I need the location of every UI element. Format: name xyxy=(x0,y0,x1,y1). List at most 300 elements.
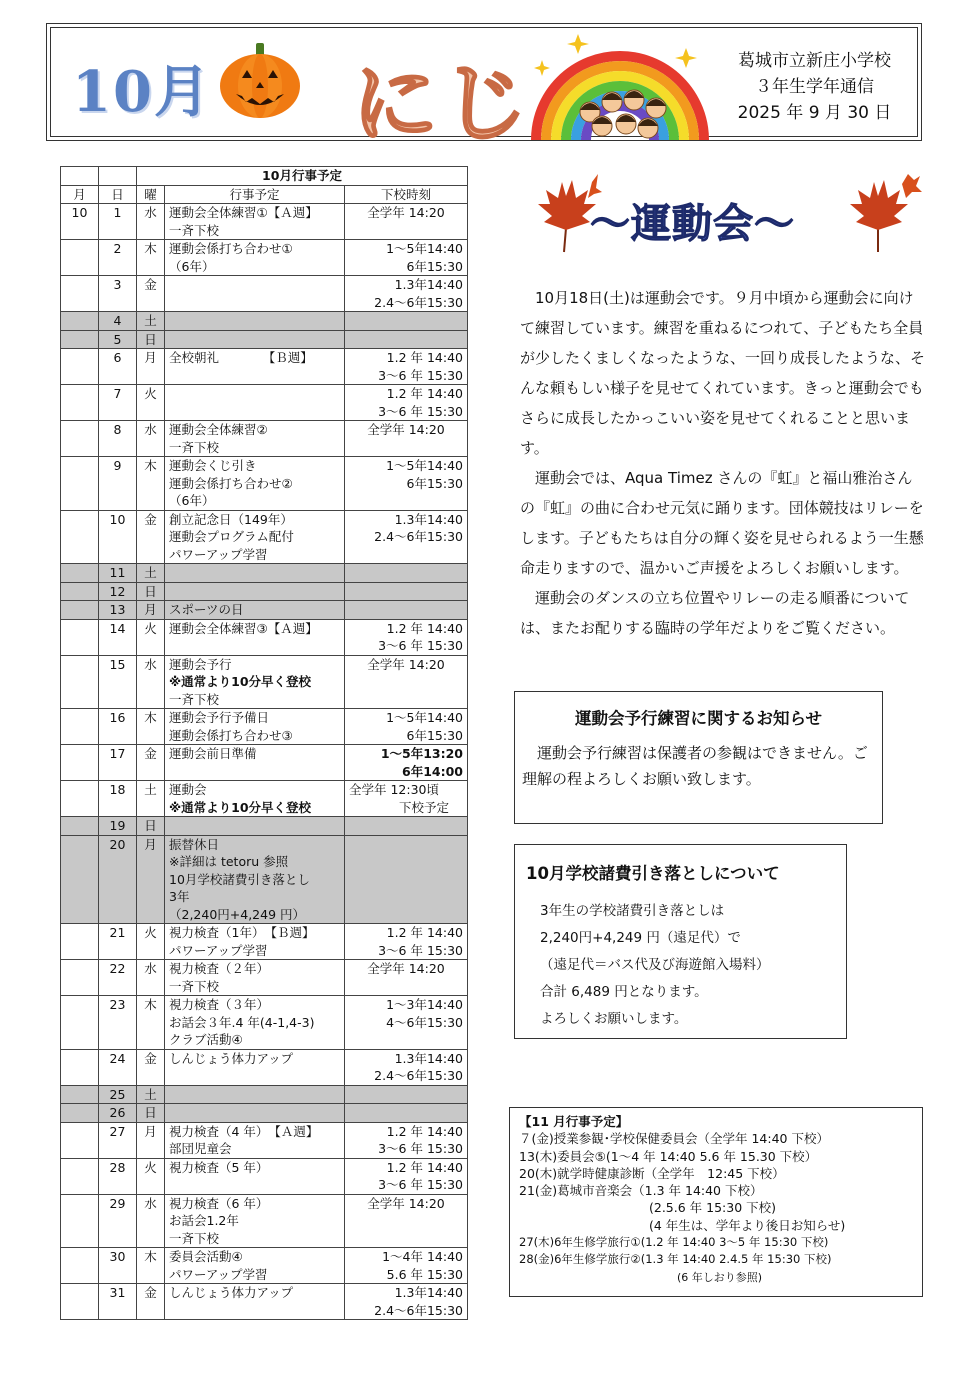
dismissal-time-cell xyxy=(345,312,468,331)
day-cell: 30 xyxy=(99,1248,137,1284)
dismissal-time: 1.3年14:40 xyxy=(394,1050,463,1066)
column-header: 曜 xyxy=(137,185,165,204)
event-cell xyxy=(165,312,345,331)
event-line: 視力検査（4 年） 【Ａ週】 xyxy=(169,1123,319,1139)
event-line: 運動会予行予備日 xyxy=(169,710,270,725)
schedule-row xyxy=(61,745,468,781)
november-item: 21(金)葛城市音楽会（1.3 年 14:40 下校） xyxy=(519,1183,763,1199)
event-line: （6年） xyxy=(169,258,215,274)
day-cell: 18 xyxy=(99,781,137,817)
day-cell: 2 xyxy=(99,240,137,276)
event-line: 委員会活動④ xyxy=(169,1249,243,1264)
event-cell xyxy=(165,1248,345,1284)
dismissal-time: 全学年 14:20 xyxy=(367,1195,445,1211)
month-cell xyxy=(61,1085,99,1104)
dismissal-time-cell xyxy=(345,385,468,421)
november-item: 27(木)6年生修学旅行①(1.2 年 14:40 3〜5 年 15:30 下校) xyxy=(519,1235,829,1250)
event-cell xyxy=(165,330,345,349)
article-paragraph: 10月18日(土)は運動会です。９月中頃から運動会に向けて練習しています。練習を重ねるにつれて、子どもたち全員が少したくましくなったような、一回り成長したような、そんな頼もしい様子を見せてくれています。きっと運動会でもさらに成長したかっこいい姿を見せてくれることと思います。 xyxy=(520,289,926,457)
dismissal-time xyxy=(349,583,463,601)
dismissal-time: 2.4〜6年15:30 xyxy=(374,1068,463,1083)
event-cell xyxy=(165,781,345,817)
month-cell xyxy=(61,835,99,924)
month-cell xyxy=(61,709,99,745)
schedule-row xyxy=(61,582,468,601)
table-corner xyxy=(99,167,137,186)
month-cell xyxy=(61,349,99,385)
event-line xyxy=(169,583,340,601)
event-line: 視力検査（5 年） xyxy=(169,1159,269,1175)
dismissal-time: 全学年 14:20 xyxy=(367,422,445,437)
november-subitem: (2.5.6 年 15:30 下校) xyxy=(649,1200,777,1216)
newsletter-title: にじ xyxy=(352,54,532,154)
dismissal-time-cell xyxy=(345,204,468,240)
dismissal-time: 3〜6 年 15:30 xyxy=(378,1141,463,1156)
dismissal-time: 1〜5年13:20 xyxy=(380,746,463,761)
day-cell: 20 xyxy=(99,835,137,924)
november-title: 【11 月行事予定】 xyxy=(519,1114,629,1129)
dismissal-time-cell xyxy=(345,924,468,960)
weekday-cell: 水 xyxy=(137,655,165,709)
event-line xyxy=(169,312,340,330)
event-line: 運動会プログラム配付 xyxy=(169,529,294,544)
dismissal-time-cell xyxy=(345,457,468,511)
weekday-cell: 月 xyxy=(137,349,165,385)
weekday-cell: 土 xyxy=(137,781,165,817)
schedule-row xyxy=(61,1248,468,1284)
day-cell: 25 xyxy=(99,1085,137,1104)
dismissal-time xyxy=(349,601,463,619)
event-line: 運動会係打ち合わせ① xyxy=(169,241,293,256)
dismissal-time: 2.4〜6年15:30 xyxy=(374,294,463,310)
event-line: 運動会くじ引き xyxy=(169,458,257,473)
schedule-row xyxy=(61,564,468,583)
event-line-spacer xyxy=(169,763,340,781)
schedule-row xyxy=(61,276,468,312)
month-cell xyxy=(61,1194,99,1248)
month-cell xyxy=(61,510,99,564)
fees-line: （遠足代＝バス代及び海遊館入場料） xyxy=(540,957,770,973)
event-cell xyxy=(165,709,345,745)
event-line: スポーツの日 xyxy=(169,602,244,617)
event-cell xyxy=(165,1104,345,1123)
month-cell xyxy=(61,385,99,421)
dismissal-time: 1.3年14:40 xyxy=(394,1285,463,1300)
month-cell xyxy=(61,1248,99,1284)
dismissal-time-cell xyxy=(345,240,468,276)
weekday-cell: 日 xyxy=(137,1104,165,1123)
weekday-cell: 月 xyxy=(137,601,165,620)
rainbow-children-image xyxy=(530,30,710,142)
weekday-cell: 水 xyxy=(137,421,165,457)
month-cell xyxy=(61,1122,99,1158)
month-cell xyxy=(61,1104,99,1123)
weekday-cell: 木 xyxy=(137,996,165,1050)
november-schedule-list xyxy=(519,1113,919,1286)
schedule-row xyxy=(61,421,468,457)
dismissal-time-cell xyxy=(345,835,468,924)
weekday-cell: 金 xyxy=(137,276,165,312)
event-line-spacer xyxy=(169,1067,340,1085)
month-cell xyxy=(61,655,99,709)
dismissal-time-cell xyxy=(345,1194,468,1248)
rehearsal-notice-body: 運動会予行練習は保護者の参観はできません。ご理解の程よろしくお願い致します。 xyxy=(522,744,868,788)
weekday-cell: 水 xyxy=(137,960,165,996)
weekday-cell: 火 xyxy=(137,924,165,960)
event-line: 運動会前日準備 xyxy=(169,746,257,761)
event-cell xyxy=(165,960,345,996)
dismissal-time xyxy=(349,836,463,854)
fees-line: 2,240円+4,249 円（遠足代）で xyxy=(540,930,741,946)
dismissal-time: 1.2 年 14:40 xyxy=(386,620,463,636)
column-header: 下校時刻 xyxy=(345,185,468,204)
day-cell: 6 xyxy=(99,349,137,385)
event-cell xyxy=(165,1122,345,1158)
day-cell: 14 xyxy=(99,619,137,655)
schedule-row xyxy=(61,330,468,349)
event-line xyxy=(169,1104,340,1122)
event-line xyxy=(169,385,340,403)
dismissal-time-cell xyxy=(345,564,468,583)
event-cell xyxy=(165,582,345,601)
weekday-cell: 水 xyxy=(137,1194,165,1248)
weekday-cell: 金 xyxy=(137,1284,165,1320)
article-paragraph: 運動会では、Aqua Timez さんの『虹』と福山雅治さんの『虹』の曲に合わせ元気に踊ります。団体競技はリレーをします。子どもたちは自分の輝く姿を見せられるよう一生懸命走りますので、温かいご声援をよろしくお願いします。 xyxy=(520,469,924,577)
november-subitem: (4 年生は、学年より後日お知らせ) xyxy=(649,1217,846,1233)
weekday-cell: 日 xyxy=(137,582,165,601)
dismissal-time: 全学年 14:20 xyxy=(367,205,445,220)
weekday-cell: 土 xyxy=(137,1085,165,1104)
event-line: ※通常より10分早く登校 xyxy=(169,674,312,689)
dismissal-time: 6年15:30 xyxy=(406,258,463,274)
november-item: 28(金)6年生修学旅行②(1.3 年 14:40 2.4.5 年 15:30 下校) xyxy=(519,1252,832,1267)
schedule-row xyxy=(61,835,468,924)
dismissal-time xyxy=(349,1086,463,1104)
dismissal-time: 3〜6 年 15:30 xyxy=(378,942,463,958)
weekday-cell: 木 xyxy=(137,457,165,511)
month-cell xyxy=(61,564,99,583)
event-line-spacer xyxy=(169,1302,340,1320)
day-cell: 24 xyxy=(99,1049,137,1085)
weekday-cell: 火 xyxy=(137,385,165,421)
dismissal-time: 全学年 12:30頃 xyxy=(349,782,439,797)
weekday-cell: 土 xyxy=(137,564,165,583)
schedule-row xyxy=(61,924,468,960)
dismissal-time: 全学年 14:20 xyxy=(367,961,445,976)
event-cell xyxy=(165,817,345,836)
dismissal-time: 1.2 年 14:40 xyxy=(386,386,463,401)
dismissal-time: 3〜6 年 15:30 xyxy=(378,638,463,653)
month-cell xyxy=(61,582,99,601)
event-cell xyxy=(165,601,345,620)
month-cell xyxy=(61,1284,99,1320)
dismissal-time xyxy=(349,331,463,349)
fees-notice-title: 10月学校諸費引き落としについて xyxy=(526,864,780,883)
dismissal-time-cell xyxy=(345,1104,468,1123)
schedule-row xyxy=(61,385,468,421)
fees-line: よろしくお願いします。 xyxy=(540,1011,688,1027)
dismissal-time: 1〜4年 14:40 xyxy=(382,1249,463,1264)
dismissal-time: 1.3年14:40 xyxy=(394,277,463,292)
event-line: 部団児童会 xyxy=(169,1141,232,1156)
day-cell: 5 xyxy=(99,330,137,349)
day-cell: 15 xyxy=(99,655,137,709)
dismissal-time-cell xyxy=(345,601,468,620)
dismissal-time: 1.2 年 14:40 xyxy=(386,1123,463,1139)
month-cell xyxy=(61,601,99,620)
dismissal-time-cell xyxy=(345,582,468,601)
dismissal-time: 3〜6 年 15:30 xyxy=(378,403,463,419)
dismissal-time: 6年15:30 xyxy=(406,475,463,491)
event-line: 運動会全体練習③【Ａ週】 xyxy=(169,620,318,636)
schedule-row xyxy=(61,960,468,996)
event-cell xyxy=(165,924,345,960)
weekday-cell: 土 xyxy=(137,312,165,331)
dismissal-time-cell xyxy=(345,1248,468,1284)
dismissal-time: 3〜6 年 15:30 xyxy=(378,1177,463,1192)
schedule-row xyxy=(61,312,468,331)
event-line: 運動会係打ち合わせ② xyxy=(169,475,293,491)
event-cell xyxy=(165,349,345,385)
rehearsal-notice-title: 運動会予行練習に関するお知らせ xyxy=(574,709,822,728)
schedule-row xyxy=(61,781,468,817)
event-line: 全校朝礼 【Ｂ週】 xyxy=(169,350,313,365)
dismissal-time-cell xyxy=(345,1122,468,1158)
event-cell xyxy=(165,1085,345,1104)
dismissal-time-cell xyxy=(345,817,468,836)
schedule-title: 10月行事予定 xyxy=(137,167,468,186)
dismissal-time: 6年14:00 xyxy=(402,763,463,779)
event-cell xyxy=(165,457,345,511)
day-cell: 17 xyxy=(99,745,137,781)
day-cell: 4 xyxy=(99,312,137,331)
schedule-row xyxy=(61,1104,468,1123)
event-line: お話会３年.4 年(4-1,4-3) xyxy=(169,1014,315,1030)
event-line: 運動会全体練習② xyxy=(169,422,268,437)
schedule-row xyxy=(61,709,468,745)
table-corner xyxy=(61,167,99,186)
month-cell: 10 xyxy=(61,204,99,240)
weekday-cell: 火 xyxy=(137,619,165,655)
month-cell xyxy=(61,924,99,960)
event-line: 視力検査（6 年） xyxy=(169,1195,269,1211)
day-cell: 29 xyxy=(99,1194,137,1248)
event-line: 運動会係打ち合わせ③ xyxy=(169,727,293,743)
event-line xyxy=(169,817,340,835)
day-cell: 13 xyxy=(99,601,137,620)
month-cell xyxy=(61,276,99,312)
dismissal-time xyxy=(349,1104,463,1122)
dismissal-time: 1〜5年14:40 xyxy=(386,710,463,725)
schedule-row xyxy=(61,510,468,564)
event-line: 一斉下校 xyxy=(169,978,220,994)
day-cell: 3 xyxy=(99,276,137,312)
dismissal-time: 2.4〜6年15:30 xyxy=(374,1302,463,1318)
month-cell xyxy=(61,421,99,457)
schedule-row xyxy=(61,1122,468,1158)
event-line xyxy=(169,564,340,582)
schedule-row xyxy=(61,1284,468,1320)
dismissal-time: 1.3年14:40 xyxy=(394,511,463,527)
month-cell xyxy=(61,1049,99,1085)
event-line: 運動会 xyxy=(169,782,207,797)
day-cell: 21 xyxy=(99,924,137,960)
fees-line: 合計 6,489 円となります。 xyxy=(540,984,708,1000)
weekday-cell: 水 xyxy=(137,204,165,240)
column-header: 行事予定 xyxy=(165,185,345,204)
article-paragraph: 運動会のダンスの立ち位置やリレーの走る順番については、またお配りする臨時の学年だよりをご覧ください。 xyxy=(520,589,910,637)
event-line: クラブ活動④ xyxy=(169,1032,243,1047)
schedule-row xyxy=(61,240,468,276)
dismissal-time: 1.2 年 14:40 xyxy=(386,350,463,365)
schedule-row xyxy=(61,204,468,240)
weekday-cell: 木 xyxy=(137,1248,165,1284)
school-info xyxy=(722,48,907,126)
event-cell xyxy=(165,1284,345,1320)
day-cell: 31 xyxy=(99,1284,137,1320)
event-line xyxy=(169,276,340,294)
november-subitem: (6 年しおり参照) xyxy=(677,1270,763,1284)
dismissal-time: 1〜5年14:40 xyxy=(386,241,463,256)
event-cell xyxy=(165,996,345,1050)
dismissal-time: 4〜6年15:30 xyxy=(386,1014,463,1030)
event-line: パワーアップ学習 xyxy=(169,1266,268,1282)
event-cell xyxy=(165,619,345,655)
weekday-cell: 木 xyxy=(137,240,165,276)
event-line: 振替休日 xyxy=(169,836,220,852)
month-cell xyxy=(61,330,99,349)
weekday-cell: 金 xyxy=(137,745,165,781)
october-schedule-table xyxy=(60,166,468,1320)
event-line: 視力検査（３年） xyxy=(169,997,270,1012)
november-item: ７(金)授業参観･学校保健委員会（全学年 14:40 下校） xyxy=(519,1131,829,1147)
event-cell xyxy=(165,276,345,312)
schedule-row xyxy=(61,1194,468,1248)
day-cell: 27 xyxy=(99,1122,137,1158)
dismissal-time: 下校予定 xyxy=(398,799,449,815)
grade-newsletter-label: ３年生学年通信 xyxy=(755,77,874,97)
event-line: 創立記念日（149年） xyxy=(169,511,293,527)
month-cell xyxy=(61,781,99,817)
event-cell xyxy=(165,564,345,583)
month-cell xyxy=(61,960,99,996)
schedule-row xyxy=(61,457,468,511)
schedule-row xyxy=(61,1049,468,1085)
day-cell: 19 xyxy=(99,817,137,836)
event-line: 一斉下校 xyxy=(169,439,220,455)
dismissal-time xyxy=(349,564,463,582)
dismissal-time: 3〜6 年 15:30 xyxy=(378,367,463,383)
dismissal-time-cell xyxy=(345,996,468,1050)
event-line xyxy=(169,1086,340,1104)
event-line-spacer xyxy=(169,294,340,312)
fees-notice-body xyxy=(540,898,840,1033)
event-line: パワーアップ学習 xyxy=(169,546,268,562)
event-cell xyxy=(165,745,345,781)
dismissal-time: 1.2 年 14:40 xyxy=(386,925,463,940)
day-cell: 9 xyxy=(99,457,137,511)
month-title: 10月 xyxy=(72,59,212,125)
schedule-row xyxy=(61,1085,468,1104)
dismissal-time-cell xyxy=(345,276,468,312)
dismissal-time-cell xyxy=(345,960,468,996)
schedule-row xyxy=(61,996,468,1050)
schedule-row xyxy=(61,601,468,620)
event-cell xyxy=(165,1158,345,1194)
dismissal-time: 1〜5年14:40 xyxy=(386,458,463,473)
day-cell: 7 xyxy=(99,385,137,421)
day-cell: 23 xyxy=(99,996,137,1050)
event-line: パワーアップ学習 xyxy=(169,942,268,958)
weekday-cell: 金 xyxy=(137,1049,165,1085)
event-line: しんじょう体力アップ xyxy=(169,1050,294,1066)
day-cell: 12 xyxy=(99,582,137,601)
dismissal-time-cell xyxy=(345,1049,468,1085)
schedule-row xyxy=(61,817,468,836)
event-cell xyxy=(165,835,345,924)
event-line: 一斉下校 xyxy=(169,691,220,707)
event-cell xyxy=(165,510,345,564)
november-item: 20(木)就学時健康診断（全学年 12:45 下校） xyxy=(519,1165,785,1181)
pumpkin-icon xyxy=(218,40,304,120)
month-cell xyxy=(61,312,99,331)
event-line: 視力検査（1年） 【Ｂ週】 xyxy=(169,925,315,940)
event-line: （6年） xyxy=(169,493,215,508)
day-cell: 22 xyxy=(99,960,137,996)
event-line xyxy=(169,331,340,349)
weekday-cell: 月 xyxy=(137,1122,165,1158)
dismissal-time: 全学年 14:20 xyxy=(367,656,445,672)
event-cell xyxy=(165,421,345,457)
event-line: 一斉下校 xyxy=(169,1230,220,1246)
dismissal-time-cell xyxy=(345,1284,468,1320)
dismissal-time-cell xyxy=(345,330,468,349)
event-line: 運動会予行 xyxy=(169,656,232,672)
event-line: お話会1.2年 xyxy=(169,1213,239,1228)
dismissal-time-cell xyxy=(345,421,468,457)
day-cell: 11 xyxy=(99,564,137,583)
event-line: （2,240円+4,249 円） xyxy=(169,906,306,922)
dismissal-time-cell xyxy=(345,655,468,709)
event-line-spacer xyxy=(169,403,340,421)
event-line: ※詳細は tetoru 参照 xyxy=(169,854,289,869)
dismissal-time xyxy=(349,817,463,835)
weekday-cell: 月 xyxy=(137,835,165,924)
month-cell xyxy=(61,817,99,836)
column-header: 日 xyxy=(99,185,137,204)
day-cell: 1 xyxy=(99,204,137,240)
sports-day-heading: 〜運動会〜 xyxy=(590,201,795,247)
month-cell xyxy=(61,996,99,1050)
dismissal-time-cell xyxy=(345,745,468,781)
day-cell: 26 xyxy=(99,1104,137,1123)
dismissal-time-cell xyxy=(345,510,468,564)
dismissal-time-cell xyxy=(345,349,468,385)
november-item: 13(木)委員会⑤(1〜4 年 14:40 5.6 年 15.30 下校） xyxy=(519,1148,818,1164)
day-cell: 28 xyxy=(99,1158,137,1194)
event-line: 3年 xyxy=(169,889,190,904)
dismissal-time: 1〜3年14:40 xyxy=(386,997,463,1012)
dismissal-time-cell xyxy=(345,781,468,817)
weekday-cell: 金 xyxy=(137,510,165,564)
weekday-cell: 日 xyxy=(137,817,165,836)
event-line: ※通常より10分早く登校 xyxy=(169,799,312,815)
dismissal-time: 2.4〜6年15:30 xyxy=(374,529,463,544)
weekday-cell: 日 xyxy=(137,330,165,349)
event-cell xyxy=(165,1049,345,1085)
event-cell xyxy=(165,1194,345,1248)
event-line-spacer xyxy=(169,637,340,655)
